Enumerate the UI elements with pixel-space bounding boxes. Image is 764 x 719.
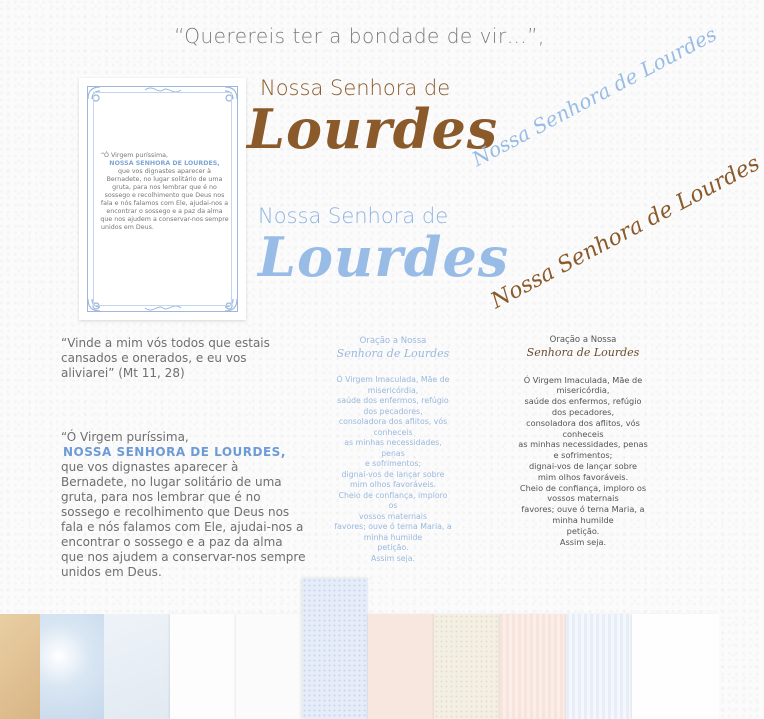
card-prayer-text bbox=[97, 152, 232, 232]
card-prayer-line: que nos ajudem a conservar-nos sempre bbox=[100, 216, 229, 223]
oracao-line: petição. bbox=[377, 543, 409, 552]
prayer-line: “Ó Virgem puríssima, bbox=[61, 430, 189, 444]
oracao-line: Cheio de confiança, imploro os bbox=[338, 490, 448, 510]
prayer-line: encontrar o sossego e a paz da alma bbox=[61, 535, 283, 549]
oracao-line: mim olhos favoráveis. bbox=[537, 471, 629, 482]
paper-swatch-white-2 bbox=[236, 614, 302, 719]
paper-swatch-blue-stripes bbox=[566, 614, 632, 719]
paper-swatch-pink bbox=[368, 614, 434, 719]
oracao-line: dos pecadores, bbox=[363, 406, 423, 416]
header-quote: “Querereis ter a bondade de vir…”, bbox=[174, 24, 545, 48]
card-prayer-line: gruta, para nos lembrar que é no bbox=[112, 184, 217, 191]
oracao-line: dignai-vos de lançar sobre bbox=[528, 460, 638, 471]
oracao-line: Assim seja. bbox=[559, 536, 607, 547]
prayer-line: que vos dignastes aparecer à bbox=[61, 460, 239, 474]
frame-flourish-icon bbox=[143, 302, 183, 314]
oracao-line: conheceis bbox=[373, 427, 413, 437]
prayer-line: Bernadete, no lugar solitário de uma bbox=[61, 475, 282, 489]
paper-swatch-peach-stripes bbox=[500, 614, 566, 719]
frame-corner-icon bbox=[86, 285, 114, 313]
oracao-line: Ó Virgem Imaculada, Mãe de bbox=[336, 375, 450, 384]
vinde-line: cansados e onerados, e eu vos bbox=[61, 351, 247, 365]
title-blue-big: Lourdes bbox=[258, 225, 510, 289]
oracao-heading: Oração a Nossa bbox=[549, 335, 617, 345]
prayer-line: que nos ajudem a conservar-nos sempre bbox=[61, 550, 306, 564]
prayer-highlight: NOSSA SENHORA DE LOURDES, bbox=[63, 445, 286, 459]
rotated-title-blue: Nossa Senhora de Lourdes bbox=[468, 21, 721, 172]
oracao-line: petição. bbox=[566, 525, 600, 536]
frame-flourish-icon bbox=[143, 84, 183, 96]
frame-corner-icon bbox=[86, 85, 114, 113]
oracao-subheading: Senhora de Lourdes bbox=[526, 345, 640, 359]
card-prayer-line: encontrar o sossego e a paz da alma bbox=[106, 208, 223, 215]
oracao-brown bbox=[513, 335, 653, 547]
paper-swatch-white-3 bbox=[632, 614, 719, 719]
card-prayer-line: fala e nós falamos com Ele, ajudai-nos a bbox=[100, 200, 229, 207]
card-prayer-line: unidos em Deus. bbox=[101, 224, 154, 231]
vinde-quote bbox=[61, 336, 291, 381]
oracao-subheading: Senhora de Lourdes bbox=[336, 346, 450, 360]
card-prayer-highlight: NOSSA SENHORA DE LOURDES, bbox=[109, 160, 220, 167]
oracao-line: mim olhos favoráveis. bbox=[349, 480, 437, 489]
prayer-text bbox=[61, 430, 306, 580]
oracao-line: e sofrimentos; bbox=[553, 450, 613, 461]
oracao-blue bbox=[333, 336, 453, 564]
paper-swatch-blue-dots bbox=[302, 578, 368, 719]
oracao-line: vossos maternais bbox=[358, 511, 428, 521]
oracao-line: vossos maternais bbox=[547, 493, 619, 504]
title-brown-big: Lourdes bbox=[247, 97, 499, 161]
vinde-line: “Vinde a mim vós todos que estais bbox=[61, 336, 270, 350]
prayer-line: fala e nós falamos com Ele, ajudai-nos a bbox=[61, 520, 304, 534]
frame-corner-icon bbox=[211, 85, 239, 113]
oracao-line: saúde dos enfermos, refúgio bbox=[337, 396, 449, 405]
frame-corner-icon bbox=[211, 285, 239, 313]
paper-swatch-sky-light bbox=[104, 614, 170, 719]
card-prayer-line: Bernadete, no lugar solitário de uma bbox=[106, 176, 223, 183]
oracao-line: misericórdia, bbox=[556, 385, 610, 396]
title-brown-small: Nossa Senhora de bbox=[260, 76, 451, 100]
oracao-line: saúde dos enfermos, refúgio bbox=[524, 396, 642, 407]
card-prayer-line: que vos dignastes aparecer à bbox=[117, 168, 212, 175]
card-prayer-line: sossego e recolhimento que Deus nos bbox=[104, 192, 225, 199]
vinde-line: aliviarei” (Mt 11, 28) bbox=[61, 366, 185, 380]
oracao-line: Assim seja. bbox=[371, 553, 415, 563]
oracao-heading: Oração a Nossa bbox=[359, 336, 427, 346]
oracao-line: conheceis bbox=[562, 428, 604, 439]
oracao-line: minha humilde bbox=[552, 514, 614, 525]
oracao-line: favores; ouve ó terna Maria, a bbox=[521, 504, 645, 515]
prayer-line: unidos em Deus. bbox=[61, 565, 162, 579]
paper-swatch-cream-dots bbox=[434, 614, 500, 719]
paper-swatch-kraft bbox=[0, 614, 40, 719]
card-prayer-line: “Ó Virgem puríssima, bbox=[101, 152, 169, 159]
oracao-line: Ó Virgem Imaculada, Mãe de bbox=[523, 374, 643, 385]
paper-swatch-sky bbox=[40, 614, 104, 719]
title-blue-small: Nossa Senhora de bbox=[258, 204, 449, 228]
prayer-line: sossego e recolhimento que Deus nos bbox=[61, 505, 290, 519]
oracao-line: Cheio de confiança, imploro os bbox=[519, 482, 647, 493]
oracao-line: dos pecadores, bbox=[551, 406, 615, 417]
oracao-line: consoladora dos aflitos, vós bbox=[338, 417, 448, 426]
oracao-line: minha humilde bbox=[363, 532, 423, 542]
oracao-line: as minhas necessidades, penas bbox=[518, 439, 648, 450]
oracao-line: dignai-vos de lançar sobre bbox=[341, 469, 445, 479]
prayer-line: gruta, para nos lembrar que é no bbox=[61, 490, 261, 504]
oracao-line: misericórdia, bbox=[367, 385, 419, 395]
oracao-line: e sofrimentos; bbox=[364, 459, 422, 468]
rotated-title-brown: Nossa Senhora de Lourdes bbox=[487, 150, 764, 315]
oracao-line: as minhas necessidades, penas bbox=[344, 438, 442, 458]
paper-swatch-white bbox=[170, 614, 236, 719]
oracao-line: favores; ouve ó terna Maria, a bbox=[334, 522, 452, 531]
prayer-card bbox=[79, 78, 246, 320]
oracao-line: consoladora dos aflitos, vós bbox=[526, 417, 640, 428]
